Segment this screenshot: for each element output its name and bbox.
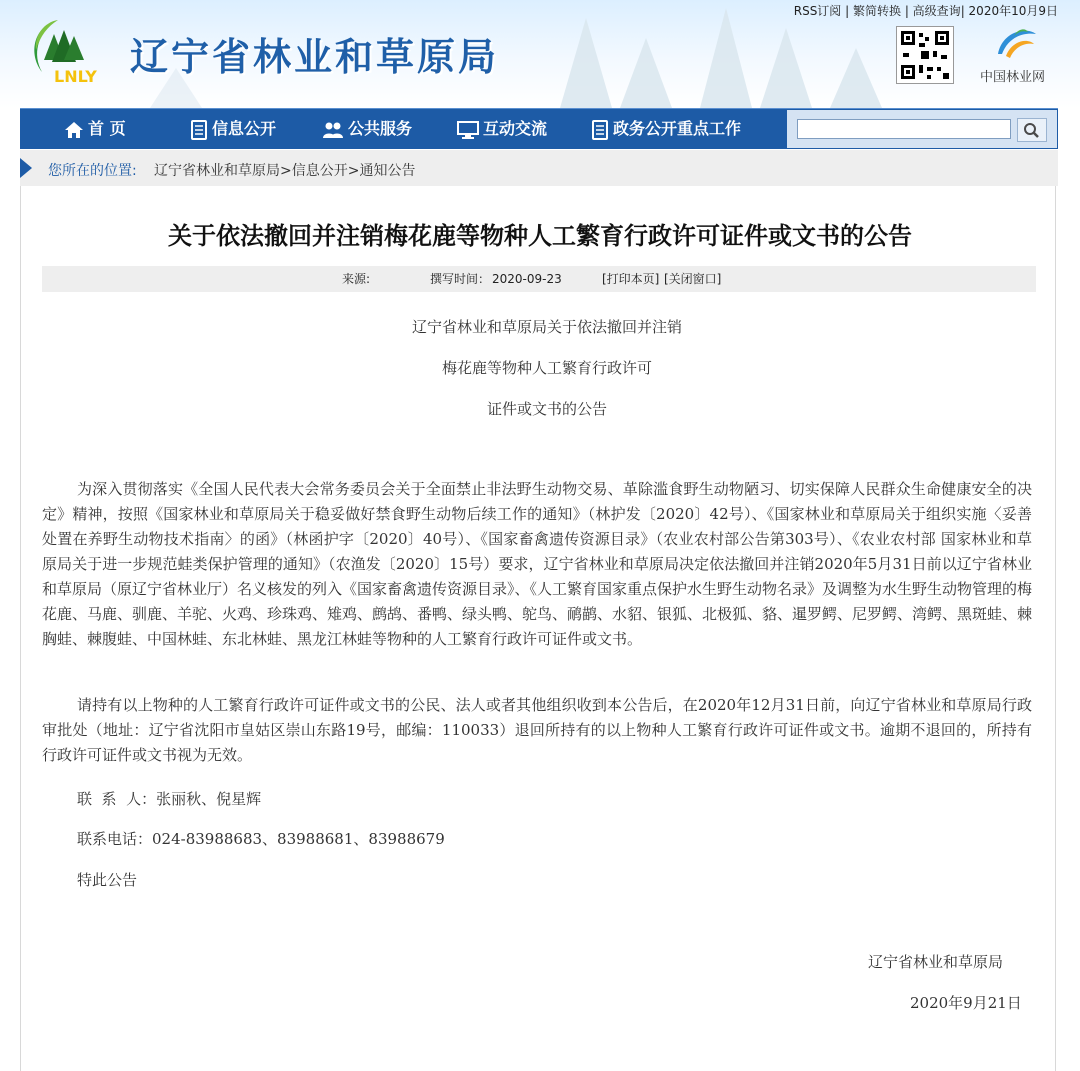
separator: | xyxy=(841,4,853,18)
breadcrumb-link-notices[interactable]: 通知公告 xyxy=(359,163,416,179)
nav-key-work[interactable] xyxy=(591,109,741,149)
contact-person: 联 系 人：张丽秋、倪星辉 xyxy=(77,790,262,808)
nav-home-label: 首 页 xyxy=(88,119,126,138)
nav-interaction-label: 互动交流 xyxy=(483,119,548,138)
meta-time-value: 2020-09-23 xyxy=(492,272,562,286)
notice-heading-line: 辽宁省林业和草原局关于依法撤回并注销 xyxy=(411,318,682,336)
snow-tree-decoration xyxy=(620,38,672,108)
nav-home[interactable] xyxy=(64,109,126,149)
paragraph: 请持有以上物种的人工繁育行政许可证件或文书的公民、法人或者其他组织收到本公告后，在2020年12月31日前，向辽宁省林业和草原局行政审批处（地址：辽宁省沈阳市皇姑区崇山东路19号，邮编：110033）退回所持有的以上物种人工繁育行政许可证件或文书。逾期不退回的，所持有行政许可证件或文书视为无效。 xyxy=(42,696,1032,764)
breadcrumb-label: 您所在的位置: xyxy=(48,163,137,179)
search-box xyxy=(787,110,1057,148)
nav-public-service-label: 公共服务 xyxy=(348,119,413,138)
nav-public-service[interactable] xyxy=(322,109,412,149)
document-icon xyxy=(190,120,208,140)
search-button[interactable] xyxy=(1017,118,1047,142)
notice-heading-line: 梅花鹿等物种人工繁育行政许可 xyxy=(441,359,652,377)
china-forestry-logo-icon xyxy=(992,24,1040,64)
breadcrumb-separator: > xyxy=(280,163,292,179)
close-window-link[interactable]: [关闭窗口] xyxy=(664,272,722,286)
paragraph: 为深入贯彻落实《全国人民代表大会常务委员会关于全面禁止非法野生动物交易、革除滥食野生动物陋习、切实保障人民群众生命健康安全的决定》精神，按照《国家林业和草原局关于稳妥做好禁食野生动物后续工作的通知》（林护发〔2020〕42号）、《国家林业和草原局关于组织实施〈妥善处置在养野生动物技术指南〉的函》（林函护字〔2020〕40号）、《国家畜禽遗传资源目录》（农业农村部公告第303号）、《农业农村部 国家林业和草原局关于进一步规范蛙类保护管理的通知》（农渔发〔2020〕15号）要求，辽宁省林业和草原局决定依法撤回并注销2020年5月31日前以辽宁省林业和草原局（原辽宁省林业厅）名义核发的列入《国家畜禽遗传资源目录》、《人工繁育国家重点保护水生野生动物名录》及调整为水生野生动物管理的梅花鹿、马鹿、驯鹿、羊驼、火鸡、珍珠鸡、雉鸡、鹧鸪、番鸭、绿头鸭、鸵鸟、鸸鹋、水貂、银狐、北极狐、貉、暹罗鳄、尼罗鳄、湾鳄、黑斑蛙、棘胸蛙、棘腹蛙、中国林蛙、东北林蛙、黑龙江林蛙等物种的人工繁育行政许可证件或文书。 xyxy=(42,480,1033,648)
current-date: 2020年10月9日 xyxy=(968,4,1058,18)
search-icon xyxy=(1018,119,1046,141)
breadcrumb-separator: > xyxy=(347,163,360,179)
china-forestry-link[interactable]: 中国林业网 xyxy=(980,70,1046,85)
article-meta xyxy=(42,266,1036,292)
print-page-link[interactable]: [打印本页] xyxy=(602,272,660,286)
breadcrumb-path xyxy=(154,160,415,180)
notice-heading-line: 证件或文书的公告 xyxy=(486,400,607,418)
nav-key-work-label: 政务公开重点工作 xyxy=(613,119,742,138)
separator: | xyxy=(901,4,913,18)
document-icon xyxy=(591,120,609,140)
contact-phone: 联系电话：024-83988683、83988681、83988679 xyxy=(77,830,445,848)
article-title: 关于依法撤回并注销梅花鹿等物种人工繁育行政许可证件或文书的公告 xyxy=(168,222,912,250)
qr-code-icon xyxy=(896,26,954,84)
home-icon xyxy=(64,121,84,139)
nav-info-public[interactable] xyxy=(190,109,276,149)
breadcrumb xyxy=(20,150,1058,186)
site-title: 辽宁省林业和草原局 xyxy=(130,34,500,79)
search-input[interactable] xyxy=(797,119,1011,139)
main-nav xyxy=(20,108,1058,149)
top-links xyxy=(794,2,1058,19)
site-header xyxy=(0,0,1080,108)
snow-tree-decoration xyxy=(560,18,612,108)
breadcrumb-marker-icon xyxy=(20,158,32,178)
meta-source-label: 来源: xyxy=(342,272,371,286)
monitor-icon xyxy=(457,121,479,139)
snow-tree-decoration xyxy=(830,48,882,108)
closing-text: 特此公告 xyxy=(77,871,138,889)
logo-text: LNLY xyxy=(54,67,97,86)
nav-interaction[interactable] xyxy=(457,109,547,149)
breadcrumb-link-info-public[interactable]: 信息公开 xyxy=(291,163,348,179)
signature: 辽宁省林业和草原局 xyxy=(868,953,1004,971)
lnly-logo-icon xyxy=(24,14,108,88)
advanced-search-link[interactable]: 高级查询 xyxy=(912,4,961,18)
snow-tree-decoration xyxy=(700,8,752,108)
separator: | xyxy=(960,4,969,18)
breadcrumb-link-home[interactable]: 辽宁省林业和草原局 xyxy=(154,163,280,179)
nav-info-public-label: 信息公开 xyxy=(212,119,277,138)
sign-date: 2020年9月21日 xyxy=(910,994,1022,1012)
meta-time-label: 撰写时间： xyxy=(430,272,491,286)
traditional-simplified-link[interactable]: 繁简转换 xyxy=(852,4,901,18)
rss-link[interactable]: RSS订阅 xyxy=(793,4,842,18)
snow-tree-decoration xyxy=(760,28,812,108)
people-icon xyxy=(322,121,344,139)
